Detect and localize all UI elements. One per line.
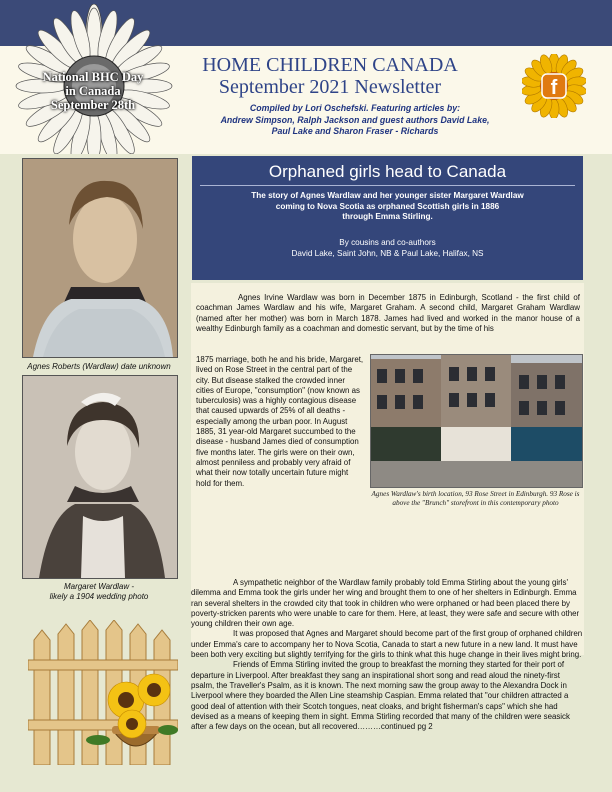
margaret-photo [22,375,178,579]
subhead-line: The story of Agnes Wardlaw and her younger sister Margaret Wardlaw [251,191,524,200]
bhc-day-label [20,70,166,112]
subhead-line: coming to Nova Scotia as orphaned Scottish girls in 1886 [275,201,500,211]
article-byline [212,238,563,259]
agnes-photo [22,158,178,358]
margaret-caption [14,582,184,602]
facebook-letter: f [550,77,558,99]
title-line: September 2021 Newsletter [218,76,442,98]
article-subhead [212,191,563,223]
article-continued-text [191,578,584,732]
rose-street-caption: Agnes Wardlaw's birth location, 93 Rose Street in Edinburgh. 93 Rose is above the "Brunch" storefront in this contemporary photo [371,490,580,507]
rose-street-photo [370,354,583,488]
article-column-paragraph: 1875 marriage, both he and his bride, Margaret, lived on Rose Street in the central part of the city. But disease stalked the crowded inner cities of Europe, "consumption" (now known as tuberculosis) was a highly contagious disease that caused upwards of 25% of all deaths - especially among the urban poor. In August 1885, 31 year-old Margaret succumbed to the disease - husband James died of consumption five months later. The girls were on their own, almost penniless and probably very afraid of what their now totally uncertain future might hold for them. [196,355,364,488]
compiled-line: Andrew Simpson, Ralph Jackson and guest authors David Lake, [220,114,490,125]
compiled-line: Paul Lake and Sharon Fraser - Richards [271,126,439,136]
banner-divider [200,185,575,186]
byline-line: By cousins and co-authors [339,238,436,247]
byline-line: David Lake, Saint John, NB & Paul Lake, Halifax, NS [291,248,484,258]
subhead-line: through Emma Stirling. [342,212,433,221]
bhc-day-line: National BHC Day [42,70,144,84]
article-paragraph: It was proposed that Agnes and Margaret should become part of the first group of orphaned children under Emma's care to accompany her to Nova Scotia, Canada to start a new future in a new land. It must have been both very exciting but slightly terrifying for the girls to think what this huge change in their lives might bring. [191,629,583,660]
facebook-icon[interactable] [522,54,586,118]
compiled-by [190,103,520,138]
bhc-day-line: September 28th [50,98,136,112]
article-intro-paragraph: Agnes Irvine Wardlaw was born in December 1875 in Edinburgh, Scotland - the first child of coachman James Wardlaw and his wife, Margaret Graham. A second child, Margaret Graham Wardlaw (named after her mother) was born in March 1878. James had lived and worked in the manor house of a wealthy Edinburgh family as a coachman and domestic servant, but by the time of his [196,293,580,333]
caption-line: Margaret Wardlaw - [63,582,135,591]
article-banner [192,156,583,280]
fence-sunflower-illustration [28,620,178,765]
caption-line: likely a 1904 wedding photo [49,592,149,601]
agnes-caption: Agnes Roberts (Wardlaw) date unknown [27,362,171,371]
article-paragraph: A sympathetic neighbor of the Wardlaw family probably told Emma Stirling about the young girls' dilemma and Emma took the girls under her wing and brought them to one of her shelters in Edinburgh. Emma ran several shelters in the crowded city that took in children who were orphaned or had been placed there by poverty-stricken parents who were unable to care for them. Here, at least, they were safe and secure with other young children their own age. [191,578,580,629]
compiled-line: Compiled by Lori Oschefski. Featuring articles by: [249,103,461,113]
article-headline: Orphaned girls head to Canada [268,162,507,181]
bhc-day-line: in Canada [65,84,121,98]
title-line: HOME CHILDREN CANADA [202,54,458,76]
newsletter-title [180,54,480,98]
article-paragraph: Friends of Emma Stirling invited the group to breakfast the morning they started for their port of departure in Liverpool. After breakfast they sang an inspirational short song and read aloud the ninety-first psalm, the Traveller's Psalm, as it is known. The next morning saw the group away to the Alexandra Dock in Liverpool where they boarded the Allen Line steamship Caspian. Emma related that "our children attracted a good deal of attention with their Scotch tongues, neat cloaks, and bright fisherman's caps" which she had devised as a means of keeping them in sight. Emma Stirling recorded that many of the children were seasick after a few days on the ocean, but all recovered………continued pg 2 [191,660,570,732]
